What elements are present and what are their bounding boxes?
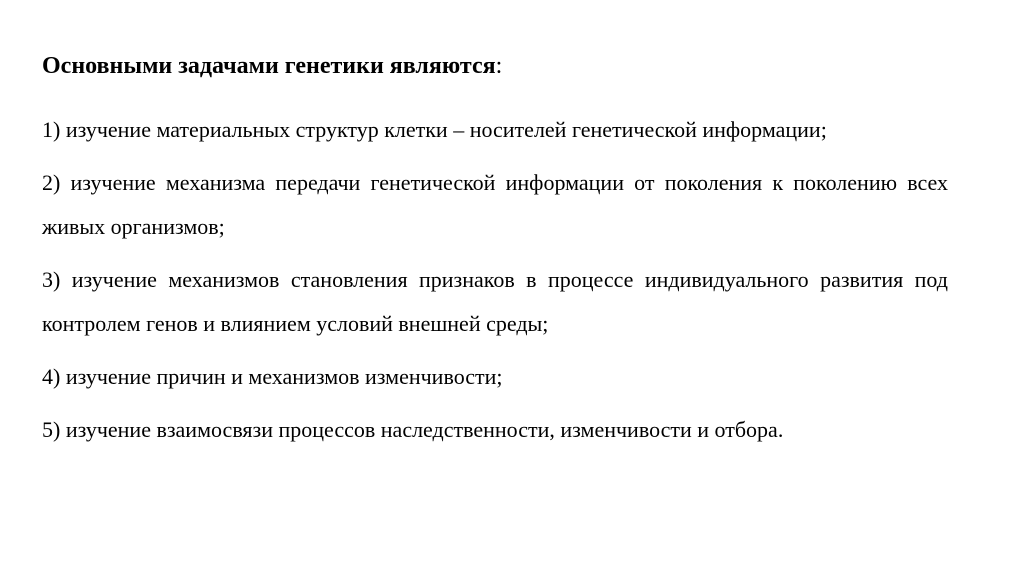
slide-heading bbox=[42, 50, 502, 82]
task-item-3: 3) изучение механизмов становления признаков в процессе индивидуального развития под контролем генов и влиянием условий внешней среды; bbox=[42, 267, 948, 336]
heading-bold-text: Основными задачами генетики являются bbox=[42, 53, 496, 79]
task-item-5: 5) изучение взаимосвязи процессов наследственности, изменчивости и отбора. bbox=[42, 417, 784, 442]
task-item-1: 1) изучение материальных структур клетки – носителей генетической информации; bbox=[42, 117, 827, 142]
task-list bbox=[42, 108, 948, 461]
heading-colon: : bbox=[495, 53, 503, 79]
task-item-2: 2) изучение механизма передачи генетической информации от поколения к поколению всех живых организмов; bbox=[42, 170, 948, 239]
task-item-4: 4) изучение причин и механизмов изменчивости; bbox=[42, 364, 503, 389]
